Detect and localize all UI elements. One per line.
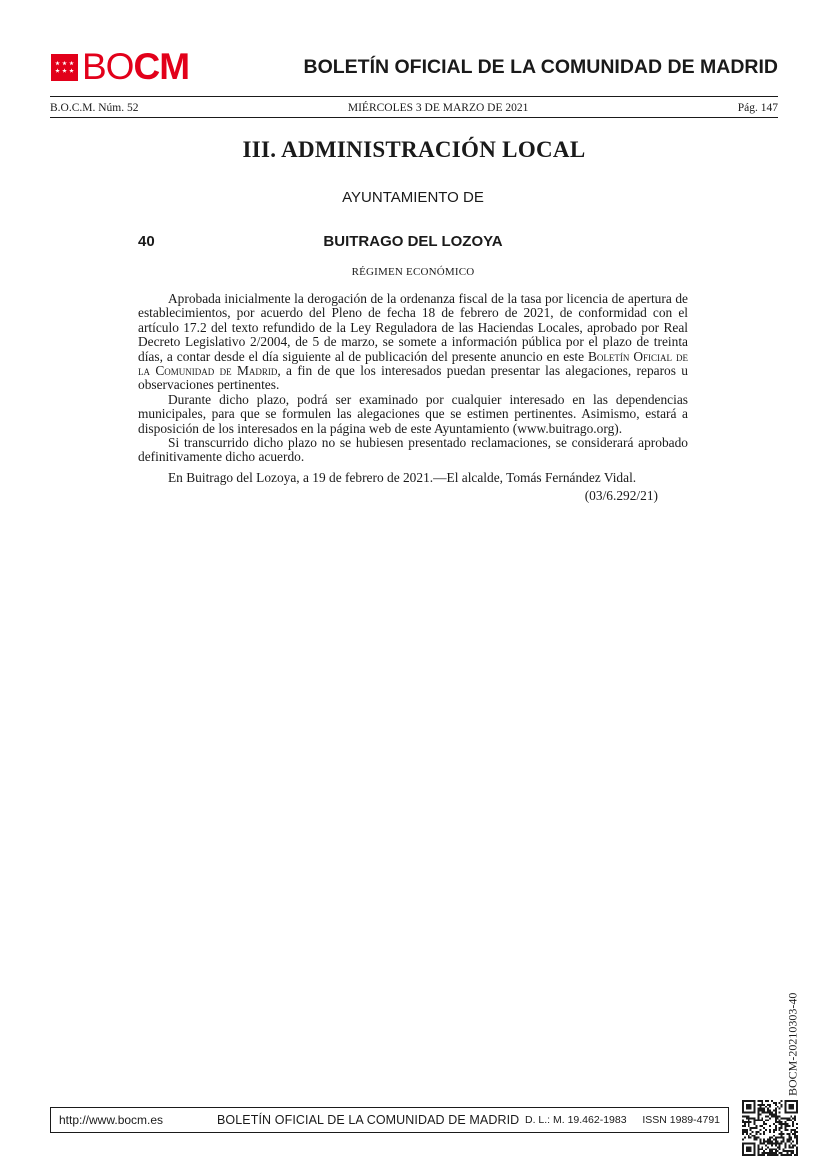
signature-line: En Buitrago del Lozoya, a 19 de febrero de 2021.—El alcalde, Tomás Fernández Vidal. (168, 469, 637, 485)
issue-date: MIÉRCOLES 3 DE MARZO DE 2021 (347, 102, 529, 114)
qr-code-icon (742, 1100, 798, 1156)
announcement-number: 40 (138, 233, 155, 250)
paragraph-3: Si transcurrido dicho plazo no se hubiesen presentado reclamaciones, se considerará aprobado definitivamente dicho acuerdo. (138, 435, 688, 465)
announcement-body (138, 292, 688, 504)
footer-legal-deposit: D. L.: M. 19.462-1983 (525, 1114, 627, 1126)
logo-wordmark (82, 46, 190, 87)
footer-title: BOLETÍN OFICIAL DE LA COMUNIDAD DE MADRID (217, 1113, 520, 1127)
issue-number: B.O.C.M. Núm. 52 (50, 102, 139, 114)
announcement-subject: RÉGIMEN ECONÓMICO (351, 266, 475, 278)
masthead-title: BOLETÍN OFICIAL DE LA COMUNIDAD DE MADRID (303, 56, 778, 78)
page-number: Pág. 147 (737, 102, 778, 114)
section-title: III. ADMINISTRACIÓN LOCAL (242, 137, 586, 162)
paragraph-1 (138, 292, 688, 393)
issue-bar (50, 100, 778, 116)
document-code-vertical: BOCM-20210303-40 (785, 992, 800, 1096)
footer-issn: ISSN 1989-4791 (642, 1114, 720, 1126)
municipality-name: BUITRAGO DEL LOZOYA (323, 233, 503, 250)
logo-text-cm: CM (133, 46, 190, 87)
madrid-flag-icon (51, 54, 78, 81)
logo-text-bo: BO (82, 46, 134, 87)
header-top-rule (50, 96, 778, 97)
announcement-reference: (03/6.292/21) (584, 488, 658, 504)
footer-bar (50, 1107, 729, 1133)
header-bottom-rule (50, 117, 778, 118)
paragraph-2: Durante dicho plazo, podrá ser examinado por cualquier interesado en las dependencias municipales, para que se formulen las alegaciones que se estimen pertinentes. Asimismo, estará a disposición de los interesados en la página web de este Ayuntamiento (www.buitrago.org). (138, 391, 688, 436)
gazette-name-small-caps: Boletín Oficial de la Comunidad de Madrid (138, 348, 688, 379)
paragraph-1-text-a: Aprobada inicialmente la derogación de la ordenanza fiscal de la tasa por licencia de apertura de establecimientos, por acuerdo del Pleno de fecha 18 de febrero de 2021, de conformidad con el artículo 17.2 del texto refundido de la Ley Reguladora de las Haciendas Locales, aprobado por Real Decreto Legislativo 2/2004, de 5 de marzo, se somete a información pública por el plazo de treinta días, a contar desde el día siguiente al de publicación del presente anuncio en este (138, 291, 688, 364)
paragraph-1-text-b: , a fin de que los interesados puedan presentar las alegaciones, reparos u observaciones pertinentes. (138, 363, 688, 393)
bocm-logo (51, 46, 190, 87)
footer-url-link[interactable]: http://www.bocm.es (59, 1113, 164, 1127)
announcement-heading: AYUNTAMIENTO DE (342, 189, 484, 206)
